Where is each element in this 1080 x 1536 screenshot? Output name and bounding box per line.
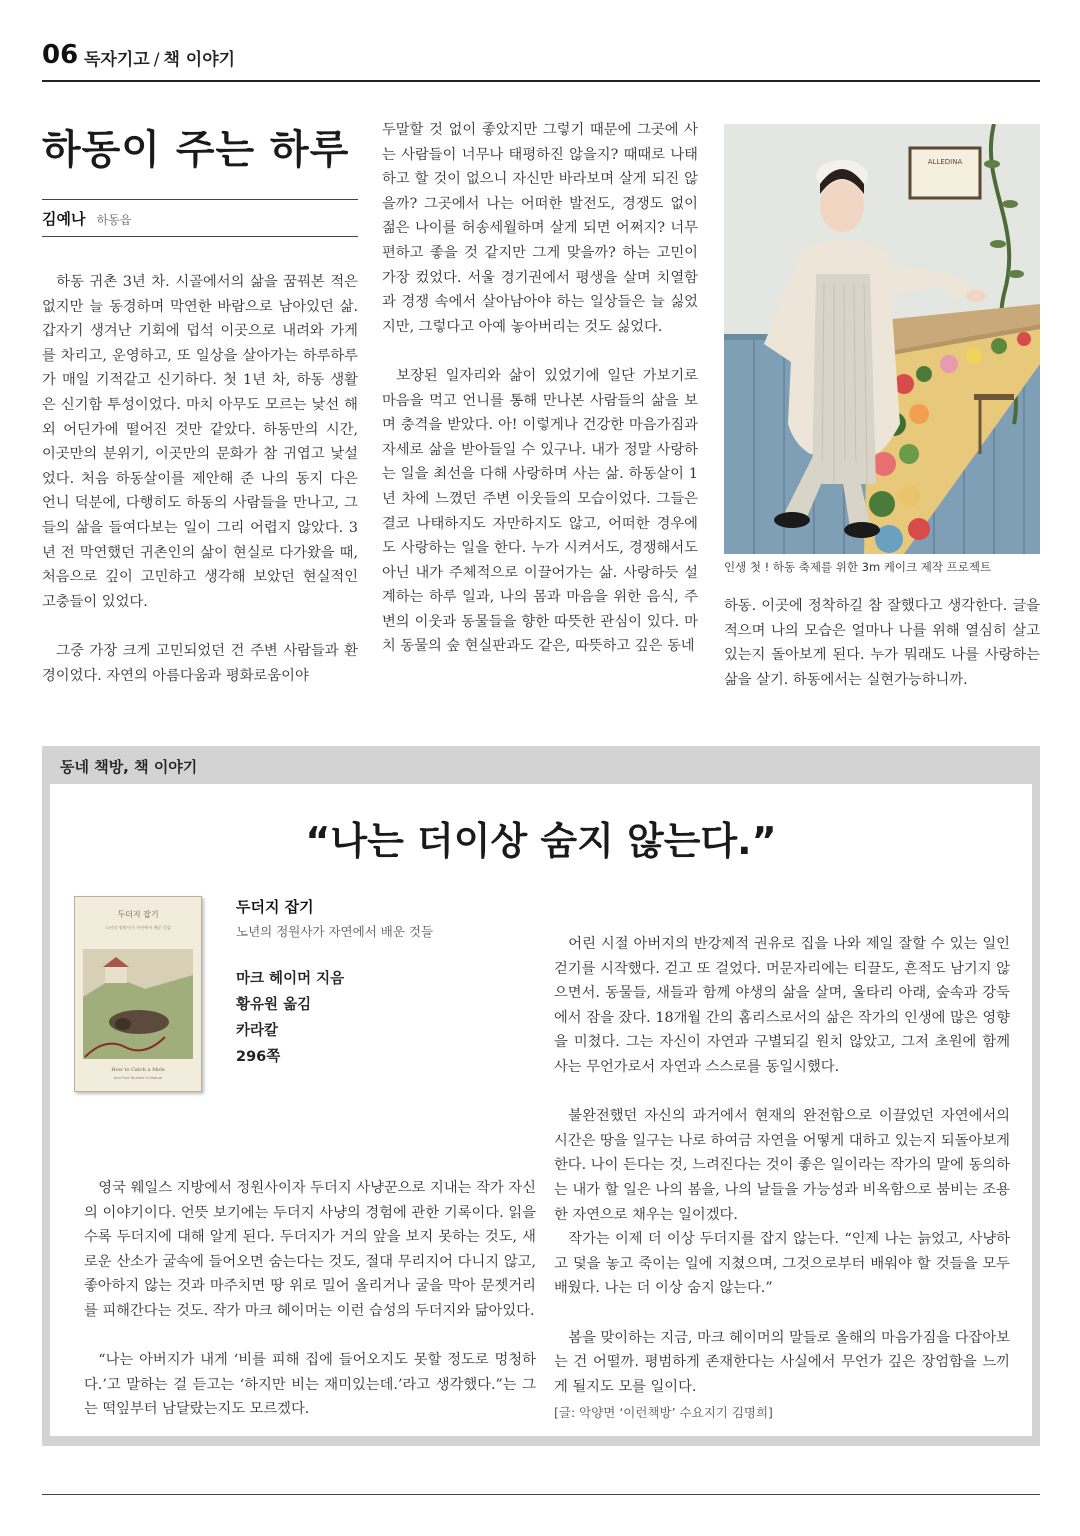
- section-separator: /: [153, 50, 160, 70]
- book-quote-title: “나는 더이상 숨지 않는다.”: [305, 819, 777, 863]
- book-subtitle: 노년의 정원사가 자연에서 배운 것들: [236, 924, 434, 939]
- book-info: [236, 896, 556, 1070]
- article-column-3: [724, 594, 1040, 692]
- section-label: [84, 45, 235, 70]
- paragraph: 하동. 이곳에 정착하길 참 잘했다고 생각한다. 글을 적으며 나의 모습은 얼마나 나를 위해 열심히 살고 있는지 돌아보게 된다. 누가 뭐래도 나를 사랑하는 삶을 살기. 하동에서는 실현가능하니까.: [724, 598, 1040, 688]
- book-publisher: 카라칼: [236, 1023, 279, 1039]
- review-credit: [글: 악양면 ‘이런책방’ 수요지기 김명희]: [554, 1405, 773, 1421]
- article-byline: [42, 199, 358, 237]
- book-section-label: 동네 책방, 책 이야기: [60, 758, 198, 776]
- paragraph: 보장된 일자리와 삶이 있었기에 일단 가보기로 마음을 먹고 언니를 통해 만나본 사람들의 삶을 보며 충격을 받았다. 아! 이렇게나 건강한 마음가짐과 자세로 삶을 받아들일 수 있구나. 내가 정말 사랑하는 일을 최선을 다해 사랑하며 사는 삶. 하동살이 1년 차에 느꼈던 주변 이웃들의 모습이었다. 그들은 결코 나태하지도 자만하지도 않고, 어떠한 경우에도 사랑하는 일을 한다. 누가 시켜서도, 경쟁해서도 아닌 내가 주체적으로 이끌어가는 삶. 사랑하듯 설계하는 하루 일과, 나의 몸과 마음을 위한 음식, 주변의 이웃과 동물들을 향한 따뜻한 관심이 있다. 마치 동물의 숲 현실판과도 같은, 따뜻하고 깊은 동네: [382, 367, 698, 655]
- article-photo: [724, 124, 1040, 554]
- page-number: 06: [42, 40, 79, 70]
- paragraph: 작가는 이제 더 이상 두더지를 잡지 않는다. “인제 나는 늙었고, 사냥하고 덫을 놓고 죽이는 일에 지쳤으며, 그것으로부터 배워야 할 것들을 모두 배웠다. 나는 더 이상 숨지 않는다.”: [554, 1231, 1010, 1297]
- paragraph: 두말할 것 없이 좋았지만 그렇기 때문에 그곳에 사는 사람들이 너무나 태평하진 않을지? 때때로 나태하고 할 것이 없으니 자신만 바라보며 살게 되진 않을까? 그곳에서 나는 어떠한 발전도, 경쟁도 없이 젊은 나이를 허송세월하며 살게 되면 어쩌지? 너무 편하고 좋을 것 같지만 그게 맞을까? 하는 고민이 가장 컸었다. 서울 경기권에서 평생을 살며 치열함과 경쟁 속에서 살아남아야 하는 일상들은 늘 싫었지만, 그렇다고 아예 놓아버리는 것도 싫었다.: [382, 122, 698, 335]
- author-affiliation: 하동읍: [96, 213, 132, 227]
- paragraph: 그중 가장 크게 고민되었던 건 주변 사람들과 환경이었다. 자연의 아름다움과 평화로움이야: [42, 642, 358, 684]
- book-review-left-column: [84, 1176, 536, 1422]
- svg-text:노년의 정원사가 자연에서 배운 것들: 노년의 정원사가 자연에서 배운 것들: [104, 925, 172, 930]
- book-translator: 황유원 옮김: [236, 997, 312, 1013]
- book-pages: 296쪽: [236, 1049, 281, 1065]
- author-name: 김예나: [42, 210, 86, 228]
- baker-cake-illustration: [724, 124, 1040, 554]
- book-cover: [74, 896, 202, 1092]
- book-author: 마크 헤이머 지음: [236, 971, 345, 987]
- footer-rule: [42, 1494, 1040, 1495]
- page-header: [42, 36, 1040, 82]
- subsection-name: 책 이야기: [163, 50, 236, 70]
- book-meta: [236, 966, 556, 1070]
- book-section-content: [50, 784, 1032, 1436]
- svg-text:And Find Yourself in Nature: And Find Yourself in Nature: [113, 1076, 163, 1080]
- book-title: 두더지 잡기: [236, 898, 314, 916]
- svg-text:두더지 잡기: 두더지 잡기: [117, 910, 159, 919]
- paragraph: 영국 웨일스 지방에서 정원사이자 두더지 사냥꾼으로 지내는 작가 자신의 이야기이다. 언뜻 보기에는 두더지 사냥의 경험에 관한 기록이다. 읽을수록 두더지에 대해 알게 된다. 두더지가 거의 앞을 보지 못하는 것도, 새로운 산소가 굴속에 들어오면 숨는다는 것도, 절대 무리지어 다니지 않고, 좋아하지 않는 것과 마주치면 땅 위로 밀어 올리거나 굴을 막아 문젯거리를 피해간다는 것도. 작가 마크 헤이머는 이런 습성의 두더지와 닮아있다.: [84, 1180, 536, 1319]
- paragraph: 하동 귀촌 3년 차. 시골에서의 삶을 꿈꿔본 적은 없지만 늘 동경하며 막연한 바람으로 남아있던 삶. 갑자기 생겨난 기회에 덥석 이곳으로 내려와 가게를 차리고, 운영하고, 또 일상을 살아가는 하루하루가 매일 기적같고 신기하다. 첫 1년 차, 하동 생활은 신기함 투성이었다. 마치 아무도 모르는 낯선 해외 어딘가에 떨어진 것만 같았다. 하동만의 시간, 이곳만의 분위기, 이곳만의 문화가 참 귀엽고 낯설었다. 처음 하동살이를 제안해 준 나의 동지 다은 언니 덕분에, 다행히도 하동의 사람들을 만나고, 그들의 삶을 들여다보는 일이 그리 어렵지 않았다. 3년 전 막연했던 귀촌인의 삶이 현실로 다가왔을 때, 처음으로 깊이 고민하고 생각해 보았던 현실적인 고충들이 있었다.: [42, 274, 358, 610]
- paragraph: 봄을 맞이하는 지금, 마크 헤이머의 말들로 올해의 마음가짐을 다잡아보는 건 어떨까. 평범하게 존재한다는 사실에서 무언가 깊은 장엄함을 느끼게 될지도 모를 일이다.: [554, 1329, 1010, 1395]
- article-title: 하동이 주는 하루: [42, 127, 350, 173]
- svg-text:How to Catch a Mole: How to Catch a Mole: [111, 1067, 165, 1073]
- book-review-right-column: [554, 932, 1010, 1426]
- paragraph: 어린 시절 아버지의 반강제적 권유로 집을 나와 제일 잘할 수 있는 일인 걷기를 시작했다. 걷고 또 걸었다. 머문자리에는 티끌도, 흔적도 남기지 않으면서. 동물들, 새들과 함께 야생의 삶을 살며, 울타리 아래, 숲속과 강둑에서 잠을 잤다. 18개월 간의 홈리스로서의 삶은 작가의 인생에 많은 영향을 미쳤다. 그는 자신이 자연과 구별되길 원치 않았고, 그저 초원에 함께 사는 무언가로서 자연과 스스로를 동일시했다.: [554, 936, 1010, 1075]
- section-name: 독자기고: [84, 50, 150, 70]
- article-column-1: [42, 270, 358, 688]
- paragraph: 불완전했던 자신의 과거에서 현재의 완전함으로 이끌었던 자연에서의 시간은 땅을 일구는 나로 하여금 자연을 어떻게 대하고 있는지 되돌아보게 한다. 나이 든다는 것, 느려진다는 것이 좋은 일이라는 작가의 말에 동의하는 내가 할 일은 나의 봄을, 나의 날들을 가능성과 비옥함으로 붐비는 조용한 자연으로 채우는 일이겠다.: [554, 1108, 1010, 1223]
- paragraph: “나는 아버지가 내게 ‘비를 피해 집에 들어오지도 못할 정도로 멍청하다.’고 말하는 걸 듣고는 ‘하지만 비는 재미있는데.’라고 생각했다.”는 그는 떡잎부터 남달랐는지도 모르겠다.: [84, 1352, 536, 1418]
- article-column-2: [382, 118, 698, 659]
- book-section-tab-slant: [224, 746, 246, 784]
- photo-caption: 인생 첫 ! 하동 축제를 위한 3m 케이크 제작 프로젝트: [724, 560, 992, 574]
- book-section: [42, 746, 1040, 1446]
- svg-text:ALLEDINA: ALLEDINA: [927, 158, 963, 166]
- book-cover-art: [75, 897, 201, 1091]
